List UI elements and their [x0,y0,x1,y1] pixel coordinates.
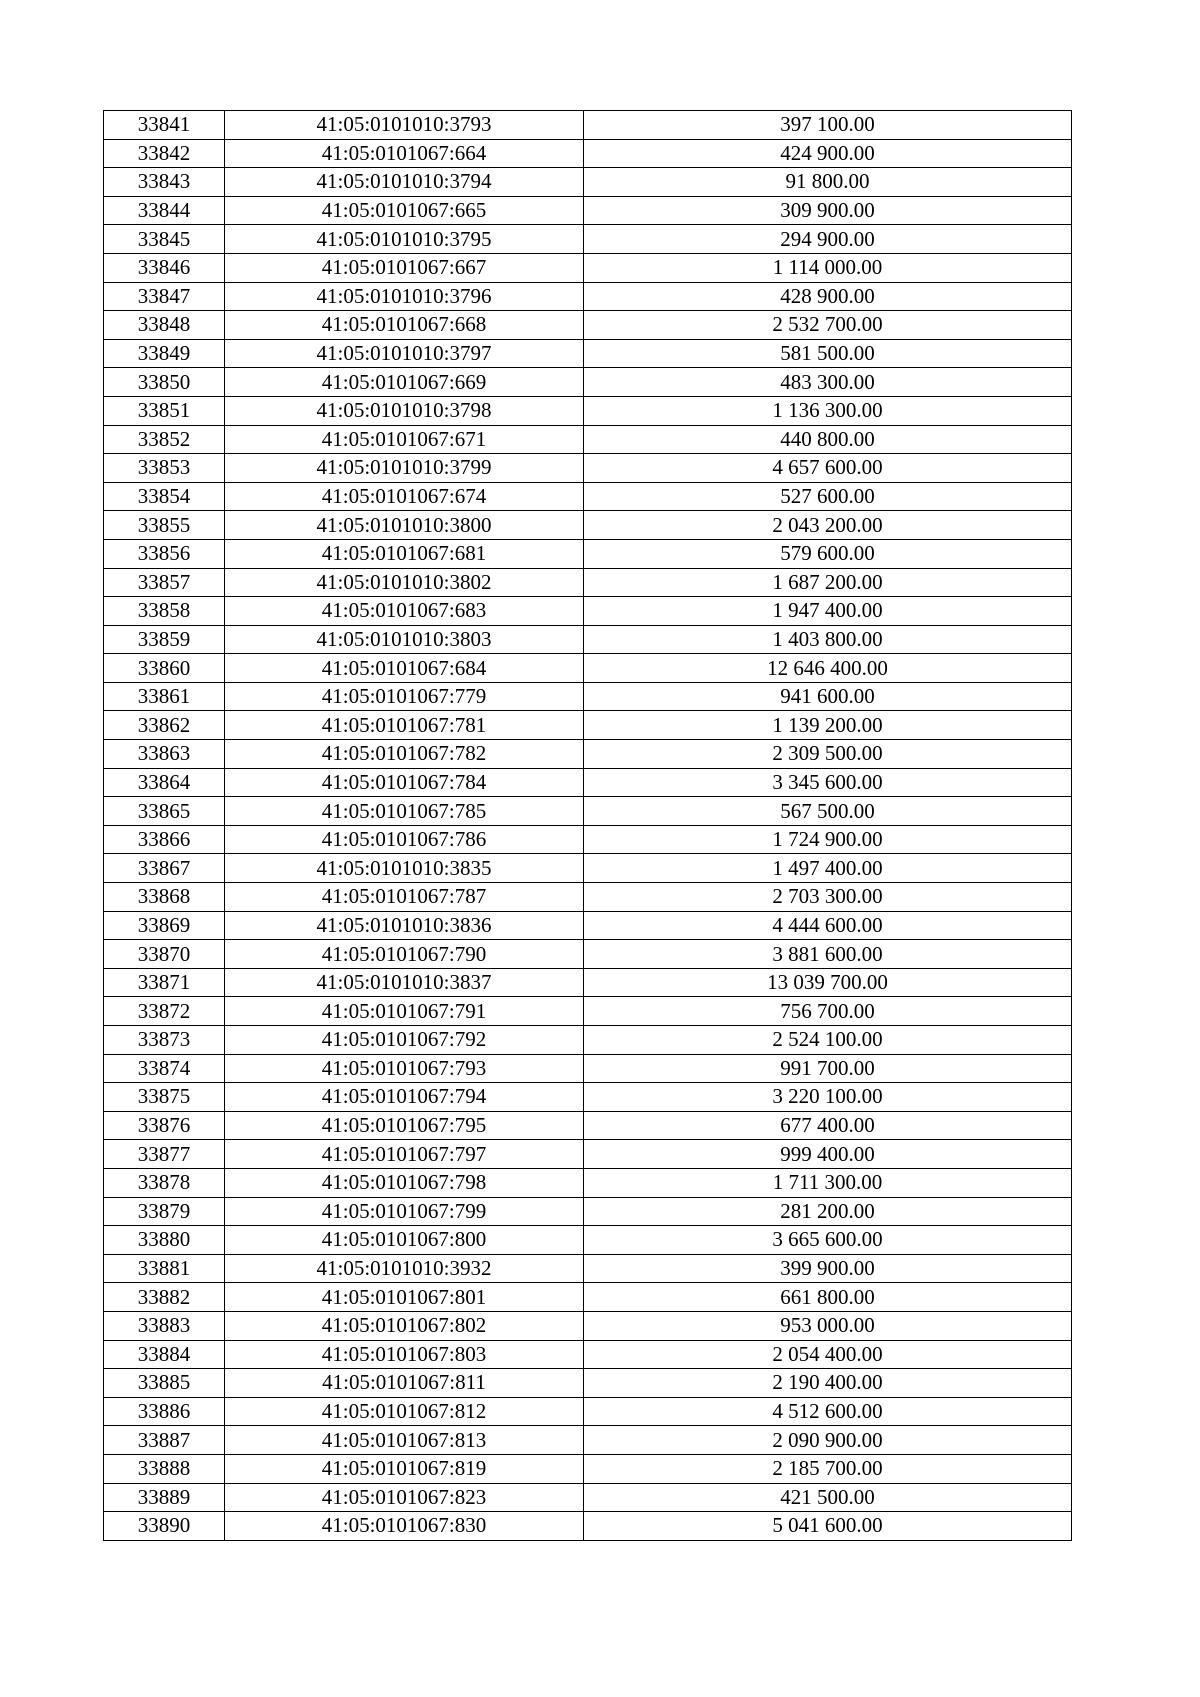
cadastral-number-cell: 41:05:0101067:791 [225,997,584,1026]
table-row [104,196,1072,225]
cadastral-value-cell: 941 600.00 [584,682,1072,711]
row-number-cell: 33843 [104,168,225,197]
cadastral-number-cell: 41:05:0101067:784 [225,768,584,797]
cadastral-number-cell: 41:05:0101067:812 [225,1397,584,1426]
table-row [104,396,1072,425]
cadastral-value-cell: 1 947 400.00 [584,597,1072,626]
cadastral-value-cell: 424 900.00 [584,139,1072,168]
row-number-cell: 33884 [104,1340,225,1369]
table-row [104,1483,1072,1512]
cadastral-value-cell: 581 500.00 [584,339,1072,368]
cadastral-value-cell: 991 700.00 [584,1054,1072,1083]
cadastral-value-cell: 2 185 700.00 [584,1454,1072,1483]
cadastral-number-cell: 41:05:0101067:793 [225,1054,584,1083]
cadastral-number-cell: 41:05:0101067:792 [225,1026,584,1055]
table-row [104,740,1072,769]
row-number-cell: 33858 [104,597,225,626]
row-number-cell: 33842 [104,139,225,168]
table-row [104,597,1072,626]
cadastral-value-cell: 1 497 400.00 [584,854,1072,883]
table-row [104,711,1072,740]
row-number-cell: 33841 [104,111,225,140]
cadastral-number-cell: 41:05:0101010:3837 [225,968,584,997]
cadastral-number-cell: 41:05:0101067:786 [225,825,584,854]
cadastral-value-cell: 527 600.00 [584,482,1072,511]
cadastral-value-cell: 281 200.00 [584,1197,1072,1226]
row-number-cell: 33877 [104,1140,225,1169]
row-number-cell: 33851 [104,396,225,425]
row-number-cell: 33850 [104,368,225,397]
cadastral-number-cell: 41:05:0101010:3799 [225,454,584,483]
table-row [104,1340,1072,1369]
row-number-cell: 33871 [104,968,225,997]
cadastral-number-cell: 41:05:0101067:813 [225,1426,584,1455]
cadastral-number-cell: 41:05:0101010:3796 [225,282,584,311]
row-number-cell: 33889 [104,1483,225,1512]
cadastral-number-cell: 41:05:0101067:785 [225,797,584,826]
row-number-cell: 33886 [104,1397,225,1426]
table-row [104,454,1072,483]
table-row [104,568,1072,597]
table-row [104,139,1072,168]
cadastral-value-cell: 2 043 200.00 [584,511,1072,540]
cadastral-value-cell: 3 665 600.00 [584,1226,1072,1255]
cadastral-number-cell: 41:05:0101067:823 [225,1483,584,1512]
row-number-cell: 33854 [104,482,225,511]
table-row [104,883,1072,912]
table-row [104,825,1072,854]
cadastral-value-cell: 3 220 100.00 [584,1083,1072,1112]
table-row [104,368,1072,397]
row-number-cell: 33862 [104,711,225,740]
cadastral-value-cell: 579 600.00 [584,539,1072,568]
cadastral-value-cell: 4 512 600.00 [584,1397,1072,1426]
cadastral-value-cell: 1 136 300.00 [584,396,1072,425]
row-number-cell: 33849 [104,339,225,368]
cadastral-number-cell: 41:05:0101067:664 [225,139,584,168]
cadastral-value-cell: 677 400.00 [584,1111,1072,1140]
row-number-cell: 33867 [104,854,225,883]
table-row [104,1197,1072,1226]
row-number-cell: 33881 [104,1254,225,1283]
row-number-cell: 33863 [104,740,225,769]
cadastral-number-cell: 41:05:0101067:803 [225,1340,584,1369]
table-row [104,425,1072,454]
table-row [104,1054,1072,1083]
cadastral-value-cell: 91 800.00 [584,168,1072,197]
cadastral-value-cell: 4 657 600.00 [584,454,1072,483]
row-number-cell: 33876 [104,1111,225,1140]
table-row [104,911,1072,940]
table-row [104,682,1072,711]
cadastral-value-cell: 4 444 600.00 [584,911,1072,940]
row-number-cell: 33875 [104,1083,225,1112]
cadastral-number-cell: 41:05:0101067:668 [225,311,584,340]
cadastral-number-cell: 41:05:0101067:667 [225,253,584,282]
cadastral-value-cell: 2 190 400.00 [584,1369,1072,1398]
cadastral-number-cell: 41:05:0101067:798 [225,1168,584,1197]
table-row [104,997,1072,1026]
table-row [104,539,1072,568]
row-number-cell: 33878 [104,1168,225,1197]
cadastral-value-cell: 397 100.00 [584,111,1072,140]
cadastral-number-cell: 41:05:0101067:674 [225,482,584,511]
row-number-cell: 33847 [104,282,225,311]
row-number-cell: 33848 [104,311,225,340]
table-row [104,1111,1072,1140]
table-row [104,625,1072,654]
cadastral-value-cell: 440 800.00 [584,425,1072,454]
table-row [104,253,1072,282]
cadastral-number-cell: 41:05:0101067:800 [225,1226,584,1255]
cadastral-value-cell: 294 900.00 [584,225,1072,254]
cadastral-number-cell: 41:05:0101067:794 [225,1083,584,1112]
cadastral-value-cell: 1 687 200.00 [584,568,1072,597]
cadastral-value-cell: 13 039 700.00 [584,968,1072,997]
cadastral-number-cell: 41:05:0101010:3794 [225,168,584,197]
cadastral-number-cell: 41:05:0101067:830 [225,1512,584,1541]
cadastral-number-cell: 41:05:0101067:781 [225,711,584,740]
row-number-cell: 33885 [104,1369,225,1398]
cadastral-value-table [103,110,1072,1541]
cadastral-value-cell: 1 114 000.00 [584,253,1072,282]
cadastral-number-cell: 41:05:0101067:683 [225,597,584,626]
cadastral-number-cell: 41:05:0101067:790 [225,940,584,969]
cadastral-number-cell: 41:05:0101010:3802 [225,568,584,597]
cadastral-number-cell: 41:05:0101067:779 [225,682,584,711]
table-row [104,797,1072,826]
row-number-cell: 33859 [104,625,225,654]
row-number-cell: 33845 [104,225,225,254]
row-number-cell: 33855 [104,511,225,540]
cadastral-number-cell: 41:05:0101067:669 [225,368,584,397]
table-row [104,168,1072,197]
cadastral-value-cell: 2 054 400.00 [584,1340,1072,1369]
cadastral-number-cell: 41:05:0101010:3836 [225,911,584,940]
row-number-cell: 33879 [104,1197,225,1226]
row-number-cell: 33872 [104,997,225,1026]
cadastral-value-cell: 399 900.00 [584,1254,1072,1283]
table-row [104,1226,1072,1255]
table-row [104,1083,1072,1112]
table-row [104,1454,1072,1483]
cadastral-number-cell: 41:05:0101010:3795 [225,225,584,254]
row-number-cell: 33883 [104,1311,225,1340]
table-row [104,1140,1072,1169]
row-number-cell: 33873 [104,1026,225,1055]
cadastral-value-cell: 567 500.00 [584,797,1072,826]
row-number-cell: 33865 [104,797,225,826]
cadastral-value-cell: 309 900.00 [584,196,1072,225]
cadastral-number-cell: 41:05:0101067:787 [225,883,584,912]
table-row [104,1026,1072,1055]
row-number-cell: 33844 [104,196,225,225]
cadastral-value-cell: 2 090 900.00 [584,1426,1072,1455]
table-body [104,111,1072,1541]
table-row [104,654,1072,683]
row-number-cell: 33852 [104,425,225,454]
table-row [104,482,1072,511]
cadastral-value-cell: 12 646 400.00 [584,654,1072,683]
row-number-cell: 33853 [104,454,225,483]
cadastral-value-cell: 1 724 900.00 [584,825,1072,854]
table-row [104,1397,1072,1426]
row-number-cell: 33846 [104,253,225,282]
table-row [104,1254,1072,1283]
cadastral-value-cell: 3 881 600.00 [584,940,1072,969]
cadastral-number-cell: 41:05:0101067:811 [225,1369,584,1398]
table-row [104,1512,1072,1541]
row-number-cell: 33864 [104,768,225,797]
table-row [104,339,1072,368]
cadastral-value-cell: 421 500.00 [584,1483,1072,1512]
table-row [104,1168,1072,1197]
cadastral-number-cell: 41:05:0101067:802 [225,1311,584,1340]
row-number-cell: 33882 [104,1283,225,1312]
row-number-cell: 33868 [104,883,225,912]
cadastral-number-cell: 41:05:0101010:3793 [225,111,584,140]
cadastral-value-cell: 2 703 300.00 [584,883,1072,912]
cadastral-value-cell: 5 041 600.00 [584,1512,1072,1541]
cadastral-value-cell: 483 300.00 [584,368,1072,397]
cadastral-value-cell: 428 900.00 [584,282,1072,311]
row-number-cell: 33890 [104,1512,225,1541]
cadastral-value-cell: 999 400.00 [584,1140,1072,1169]
cadastral-number-cell: 41:05:0101067:801 [225,1283,584,1312]
row-number-cell: 33874 [104,1054,225,1083]
table-row [104,511,1072,540]
cadastral-value-cell: 1 139 200.00 [584,711,1072,740]
cadastral-value-cell: 2 309 500.00 [584,740,1072,769]
cadastral-number-cell: 41:05:0101067:665 [225,196,584,225]
row-number-cell: 33866 [104,825,225,854]
cadastral-number-cell: 41:05:0101067:671 [225,425,584,454]
cadastral-value-cell: 953 000.00 [584,1311,1072,1340]
table-row [104,311,1072,340]
row-number-cell: 33880 [104,1226,225,1255]
cadastral-value-cell: 756 700.00 [584,997,1072,1026]
row-number-cell: 33861 [104,682,225,711]
cadastral-number-cell: 41:05:0101067:684 [225,654,584,683]
cadastral-value-cell: 3 345 600.00 [584,768,1072,797]
table-row [104,225,1072,254]
cadastral-value-cell: 2 524 100.00 [584,1026,1072,1055]
cadastral-value-cell: 1 403 800.00 [584,625,1072,654]
table-row [104,854,1072,883]
cadastral-number-cell: 41:05:0101067:799 [225,1197,584,1226]
cadastral-number-cell: 41:05:0101067:795 [225,1111,584,1140]
table-row [104,111,1072,140]
cadastral-number-cell: 41:05:0101010:3835 [225,854,584,883]
cadastral-number-cell: 41:05:0101010:3932 [225,1254,584,1283]
cadastral-number-cell: 41:05:0101010:3800 [225,511,584,540]
row-number-cell: 33857 [104,568,225,597]
row-number-cell: 33888 [104,1454,225,1483]
table-row [104,282,1072,311]
cadastral-number-cell: 41:05:0101067:819 [225,1454,584,1483]
row-number-cell: 33856 [104,539,225,568]
row-number-cell: 33870 [104,940,225,969]
table-row [104,1426,1072,1455]
table-row [104,768,1072,797]
row-number-cell: 33860 [104,654,225,683]
table-row [104,1283,1072,1312]
table-row [104,968,1072,997]
cadastral-number-cell: 41:05:0101010:3798 [225,396,584,425]
cadastral-number-cell: 41:05:0101067:782 [225,740,584,769]
row-number-cell: 33887 [104,1426,225,1455]
cadastral-number-cell: 41:05:0101010:3797 [225,339,584,368]
row-number-cell: 33869 [104,911,225,940]
cadastral-value-cell: 661 800.00 [584,1283,1072,1312]
table-row [104,1311,1072,1340]
cadastral-value-cell: 2 532 700.00 [584,311,1072,340]
cadastral-number-cell: 41:05:0101067:797 [225,1140,584,1169]
cadastral-number-cell: 41:05:0101067:681 [225,539,584,568]
table-row [104,1369,1072,1398]
table-row [104,940,1072,969]
cadastral-number-cell: 41:05:0101010:3803 [225,625,584,654]
cadastral-value-cell: 1 711 300.00 [584,1168,1072,1197]
